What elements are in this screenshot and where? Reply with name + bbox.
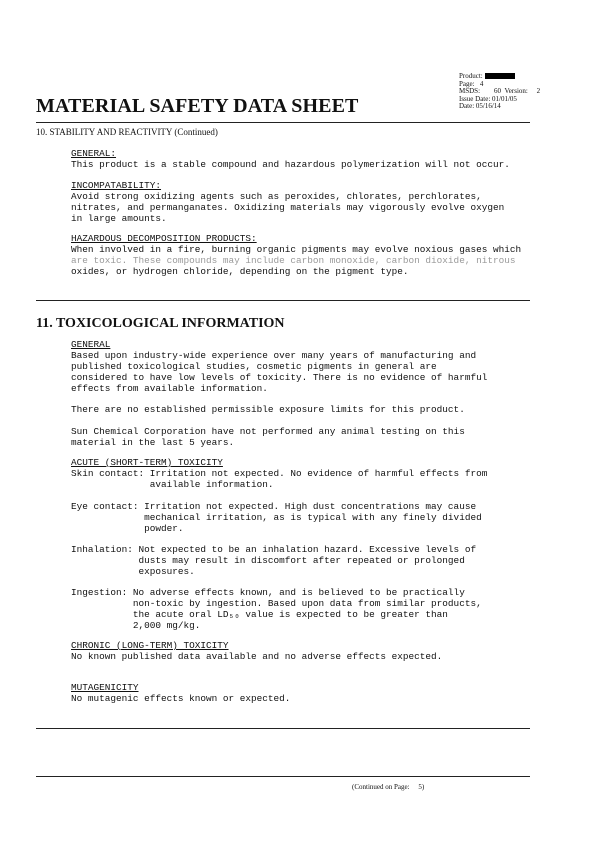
chronic-toxicity-heading: CHRONIC (LONG-TERM) TOXICITY xyxy=(71,640,229,651)
incompatibility-heading: INCOMPATABILITY: xyxy=(71,180,162,191)
section-10-heading: 10. STABILITY AND REACTIVITY (Continued) xyxy=(36,127,218,137)
tox-general-heading: GENERAL xyxy=(71,339,111,350)
incompatibility-line-3: in large amounts. xyxy=(71,213,167,224)
ingestion-line-3: the acute oral LD₅₀ value is expected to be greater than xyxy=(71,609,448,620)
exposure-limits-text: There are no established permissible exposure limits for this product. xyxy=(71,404,465,415)
section-divider xyxy=(36,300,530,301)
inhalation-line-1: Inhalation: Not expected to be an inhalation hazard. Excessive levels of xyxy=(71,544,477,555)
footer-divider xyxy=(36,776,530,777)
acute-toxicity-heading: ACUTE (SHORT-TERM) TOXICITY xyxy=(71,457,223,468)
redacted-product-name xyxy=(485,73,515,79)
version-number: 2 xyxy=(536,87,541,96)
tox-general-line-2: published toxicological studies, cosmetic pigments in general are xyxy=(71,361,437,372)
inhalation-line-3: exposures. xyxy=(71,566,195,577)
document-metadata xyxy=(459,73,540,111)
eye-contact-line-1: Eye contact: Irritation not expected. High dust concentrations may cause xyxy=(71,501,477,512)
hazardous-decomposition-line-2: are toxic. These compounds may include carbon monoxide, carbon dioxide, nitrous xyxy=(71,255,516,266)
ingestion-line-4: 2,000 mg/kg. xyxy=(71,620,201,631)
eye-contact-line-2: mechanical irritation, as is typical with any finely divided xyxy=(71,512,482,523)
incompatibility-line-1: Avoid strong oxidizing agents such as peroxides, chlorates, perchlorates, xyxy=(71,191,482,202)
tox-general-line-3: considered to have low levels of toxicity. There is no evidence of harmful xyxy=(71,372,488,383)
inhalation-line-2: dusts may result in discomfort after repeated or prolonged xyxy=(71,555,465,566)
hazardous-decomposition-heading: HAZARDOUS DECOMPOSITION PRODUCTS: xyxy=(71,233,257,244)
animal-testing-line-2: material in the last 5 years. xyxy=(71,437,235,448)
continued-note xyxy=(352,783,424,791)
version-label: Version: xyxy=(504,87,528,96)
document-title: MATERIAL SAFETY DATA SHEET xyxy=(36,95,359,117)
general-heading: GENERAL: xyxy=(71,148,117,159)
chronic-toxicity-text: No known published data available and no adverse effects expected. xyxy=(71,651,443,662)
incompatibility-line-2: nitrates, and permanganates. Oxidizing materials may vigorously evolve oxygen xyxy=(71,202,505,213)
section-11-heading: 11. TOXICOLOGICAL INFORMATION xyxy=(36,316,285,331)
skin-contact-line-1: Skin contact: Irritation not expected. No evidence of harmful effects from xyxy=(71,468,488,479)
product-label: Product: xyxy=(459,72,483,80)
animal-testing-line-1: Sun Chemical Corporation have not performed any animal testing on this xyxy=(71,426,465,437)
msds-number: 60 xyxy=(494,87,502,96)
header-divider xyxy=(36,122,530,123)
section-end-divider xyxy=(36,728,530,729)
mutagenicity-heading: MUTAGENICITY xyxy=(71,682,139,693)
continued-page: 5) xyxy=(418,783,425,791)
tox-general-line-4: effects from available information. xyxy=(71,383,268,394)
hazardous-decomposition-line-3: oxides, or hydrogen chloride, depending on the pigment type. xyxy=(71,266,409,277)
ingestion-line-2: non-toxic by ingestion. Based upon data from similar products, xyxy=(71,598,482,609)
tox-general-line-1: Based upon industry-wide experience over many years of manufacturing and xyxy=(71,350,477,361)
revision-date: Date: 05/16/14 xyxy=(459,102,501,111)
page-number: 4 xyxy=(479,79,484,88)
issue-date: Issue Date: 01/01/05 xyxy=(459,94,517,103)
hazardous-decomposition-line-1: When involved in a fire, burning organic pigments may evolve noxious gases which xyxy=(71,244,522,255)
msds-label: MSDS: xyxy=(459,87,481,96)
mutagenicity-text: No mutagenic effects known or expected. xyxy=(71,693,291,704)
ingestion-line-1: Ingestion: No adverse effects known, and is believed to be practically xyxy=(71,587,465,598)
page-label: Page: xyxy=(459,79,475,88)
skin-contact-line-2: available information. xyxy=(71,479,274,490)
general-text: This product is a stable compound and hazardous polymerization will not occur. xyxy=(71,159,510,170)
continued-label: (Continued on Page: xyxy=(352,783,410,791)
eye-contact-line-3: powder. xyxy=(71,523,184,534)
